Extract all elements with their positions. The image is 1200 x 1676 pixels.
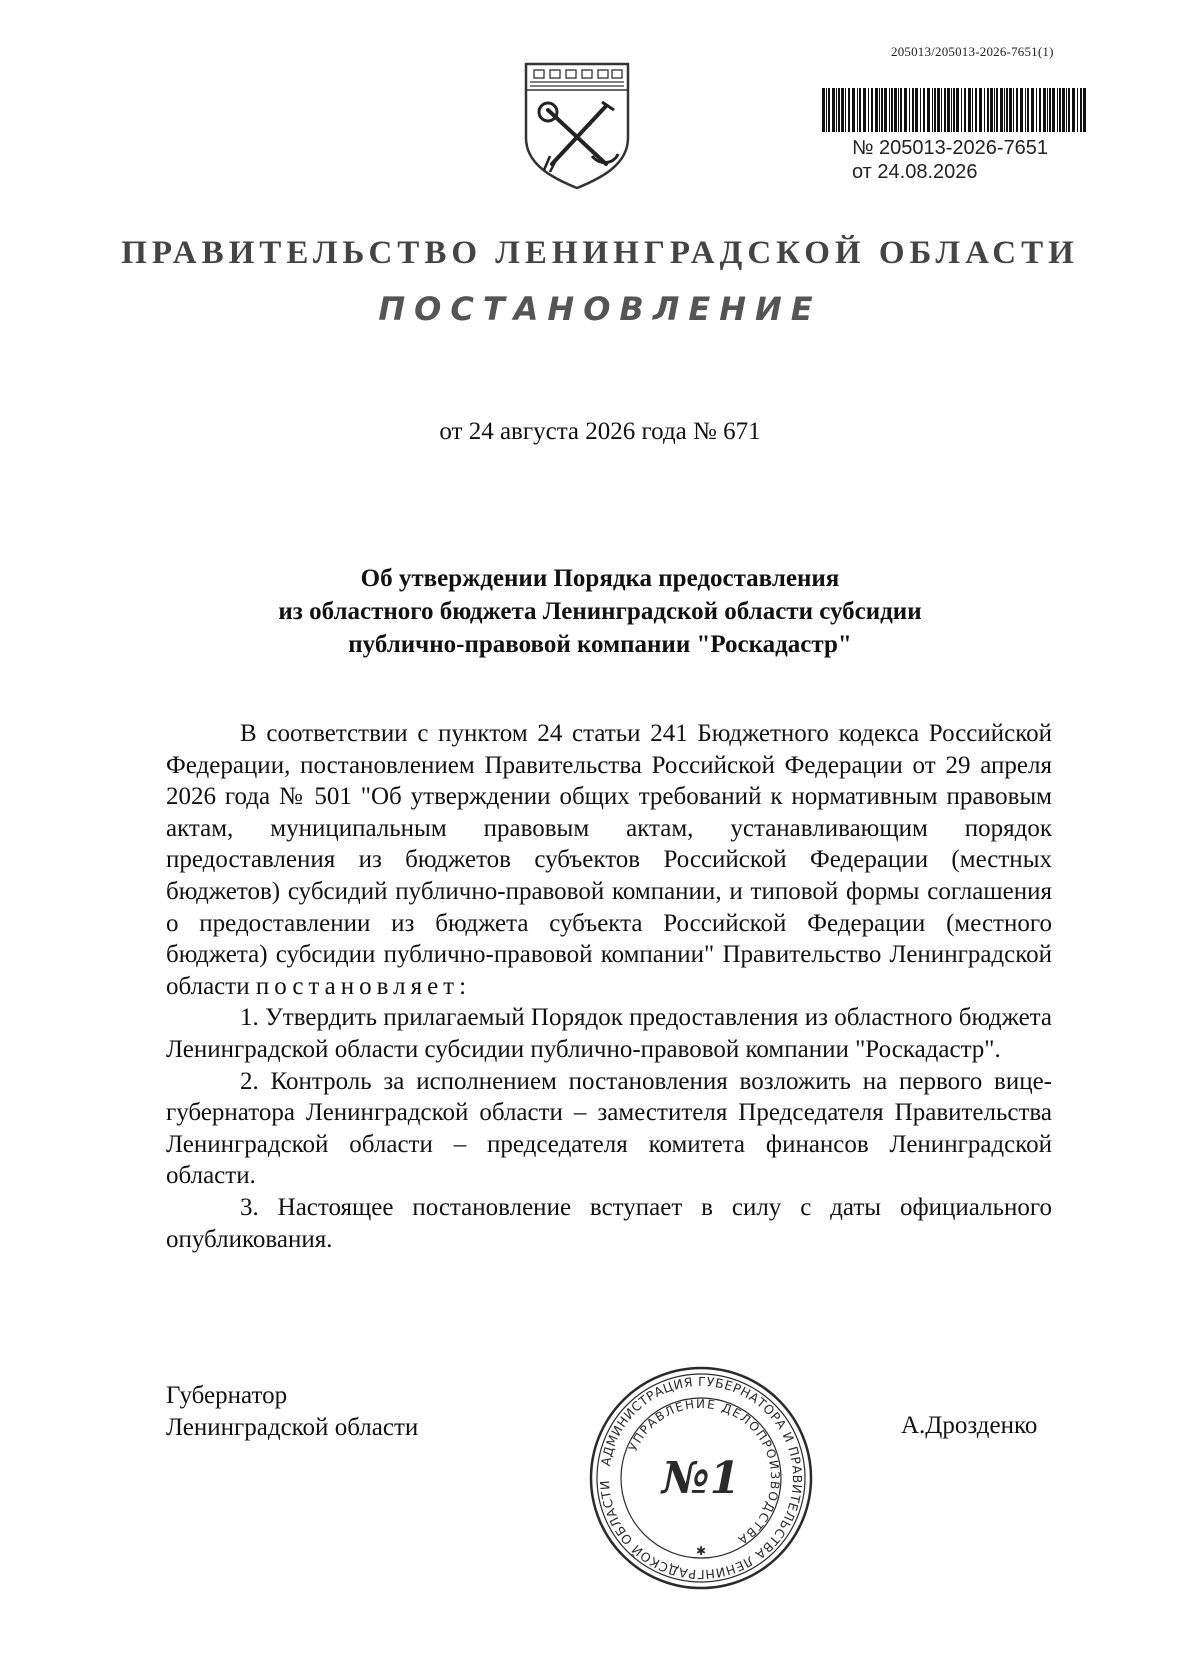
signer-name: А.Дрозденко [901, 1412, 1038, 1439]
barcode-bar [1072, 88, 1075, 132]
registry-code: 205013/205013-2026-7651(1) [891, 44, 1054, 59]
barcode-bar [848, 88, 850, 132]
barcode-bar [1036, 88, 1037, 132]
barcode-bar [1025, 88, 1026, 132]
barcode-bar [1077, 88, 1078, 132]
item-paragraph: 3. Настоящее постановление вступает в силу с даты официального опубликования. [166, 1193, 1052, 1253]
barcode-bar [1020, 88, 1023, 132]
barcode-bar [841, 88, 844, 132]
barcode-bar [961, 88, 962, 132]
document-date: от 24 августа 2026 года № 671 [439, 418, 761, 445]
preamble-paragraph [166, 718, 1052, 1002]
barcode-bar [956, 88, 959, 132]
svg-text:№1: №1 [661, 1453, 741, 1504]
barcode-bar [975, 88, 977, 132]
registration-block [852, 136, 1048, 184]
issuer-title: ПРАВИТЕЛЬСТВО ЛЕНИНГРАДСКОЙ ОБЛАСТИ [121, 235, 1079, 271]
barcode-bar [923, 88, 925, 132]
barcode-bar [1068, 88, 1070, 132]
barcode-bar [894, 88, 897, 132]
barcode-bar [845, 88, 846, 132]
barcode-bar [1062, 88, 1065, 132]
barcode-bar [1039, 88, 1041, 132]
barcode-bar [920, 88, 921, 132]
barcode-bar [984, 88, 985, 132]
barcode-bar [832, 88, 835, 132]
barcode-bar [881, 88, 883, 132]
barcode-bar [934, 88, 936, 132]
barcode-bar [889, 88, 890, 132]
item-paragraph: 2. Контроль за исполнением постановления возложить на первого вице-губернатора Ленинградской области – заместителя Председателя Правительства Ленинградской области – председателя комитета финансов Ленинградской области. [166, 1067, 1052, 1190]
barcode-bar [915, 88, 918, 132]
barcode-bar [1043, 88, 1046, 132]
signer-position-line: Ленинградской области [166, 1414, 419, 1441]
barcode-bar [838, 88, 840, 132]
subject-line: из областного бюджета Ленинградской области субсидии [278, 598, 922, 625]
barcode-bar [994, 88, 995, 132]
barcode-bar [987, 88, 989, 132]
barcode-bar [1031, 88, 1034, 132]
barcode-bar [909, 88, 910, 132]
barcode-bar [904, 88, 907, 132]
svg-text:УПРАВЛЕНИЕ ДЕЛОПРОИЗВОДСТВА: УПРАВЛЕНИЕ ДЕЛОПРОИЗВОДСТВА [625, 1396, 783, 1548]
barcode-bar [927, 88, 930, 132]
barcode-bar [1057, 88, 1058, 132]
barcode-bar [1009, 88, 1012, 132]
barcode-bar [968, 88, 971, 132]
barcode-bar [898, 88, 899, 132]
signer-position [166, 1380, 418, 1444]
barcode-bar [1016, 88, 1018, 132]
signer-position-line: Губернатор [166, 1382, 288, 1409]
document-body [166, 718, 1052, 1255]
barcode [820, 88, 1088, 142]
barcode-bar [1083, 88, 1086, 132]
registration-number: № 205013-2026-7651 [852, 137, 1049, 159]
subject-line: публично-правовой компании "Роскадастр" [348, 631, 852, 658]
barcode-bar [863, 88, 866, 132]
barcode-bar [979, 88, 982, 132]
barcode-bar [1066, 88, 1067, 132]
barcode-bar [1080, 88, 1082, 132]
barcode-bar [1047, 88, 1048, 132]
barcode-bar [871, 88, 873, 132]
barcode-bar [937, 88, 940, 132]
barcode-bar [826, 88, 827, 132]
barcode-bar [900, 88, 902, 132]
barcode-bar [891, 88, 893, 132]
barcode-bar [1052, 88, 1055, 132]
barcode-bar [1006, 88, 1008, 132]
barcode-bar [953, 88, 955, 132]
barcode-bar [1013, 88, 1014, 132]
svg-text:АДМИНИСТРАЦИЯ ГУБЕРНАТОРА И ПР: АДМИНИСТРАЦИЯ ГУБЕРНАТОРА И ПРАВИТЕЛЬСТВА ЛЕНИНГРАДСКОЙ ОБЛАСТИ [596, 1373, 806, 1583]
official-stamp [588, 1365, 814, 1591]
barcode-bar [944, 88, 946, 132]
barcode-bar [822, 88, 825, 132]
barcode-bar [836, 88, 837, 132]
barcode-bar [884, 88, 887, 132]
barcode-bar [947, 88, 950, 132]
barcode-bar [972, 88, 973, 132]
item-paragraph: 1. Утвердить прилагаемый Порядок предоставления из областного бюджета Ленинградской области субсидии публично-правовой компании "Роскадастр". [166, 1004, 1052, 1063]
barcode-bar [951, 88, 952, 132]
preamble-verb: постановляет: [255, 972, 472, 1000]
barcode-bar [1004, 88, 1005, 132]
svg-text:✱: ✱ [695, 1544, 707, 1558]
barcode-bar [857, 88, 858, 132]
subject-line: Об утверждении Порядка предоставления [360, 565, 840, 592]
document-type: ПОСТАНОВЛЕНИЕ [378, 290, 822, 328]
barcode-bar [990, 88, 993, 132]
barcode-bar [912, 88, 914, 132]
barcode-bar [868, 88, 869, 132]
barcode-bar [879, 88, 880, 132]
barcode-bar [1059, 88, 1061, 132]
coat-of-arms-icon [522, 60, 632, 192]
barcode-bar [996, 88, 998, 132]
document-subject [200, 562, 1000, 661]
barcode-bar [932, 88, 933, 132]
barcode-bar [875, 88, 878, 132]
barcode-bar [941, 88, 942, 132]
barcode-bar [852, 88, 855, 132]
barcode-bar [1049, 88, 1051, 132]
barcode-bar [1000, 88, 1003, 132]
preamble-text: В соответствии с пунктом 24 статьи 241 Бюджетного кодекса Российской Федерации, постановлением Правительства Российской Федерации от 29 апреля 2026 года № 501 "Об утверждении общих требований к нормативным правовым актам, муниципальным правовым актам, устанавливающим порядок предоставления из бюджетов субъектов Российской Федерации (местных бюджетов) субсидий публично-правовой компании, и типовой формы соглашения о предоставлении из бюджета субъекта Российской Федерации (местного бюджета) субсидии публично-правовой компании" Правительство Ленинградской области [166, 720, 1052, 1000]
barcode-bar [1027, 88, 1029, 132]
barcode-bar [964, 88, 966, 132]
barcode-bar [859, 88, 861, 132]
registration-date: от 24.08.2026 [852, 161, 978, 183]
barcode-bar [828, 88, 830, 132]
